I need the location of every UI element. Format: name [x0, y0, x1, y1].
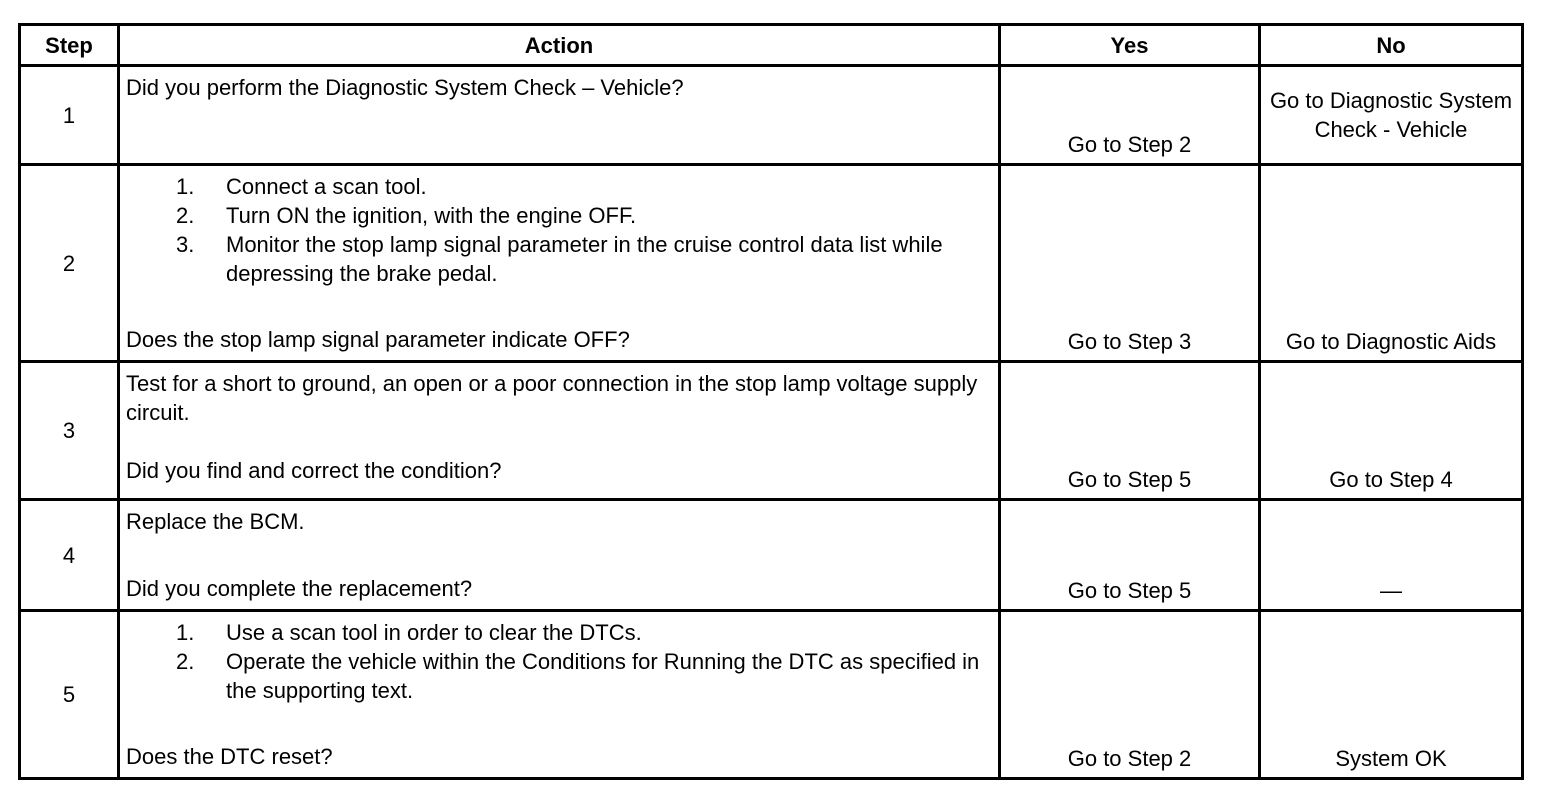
yes-cell: Go to Step 3 — [1000, 165, 1260, 362]
list-item — [126, 201, 990, 230]
yes-cell: Go to Step 2 — [1000, 66, 1260, 165]
action-question: Does the DTC reset? — [126, 744, 333, 769]
yes-cell: Go to Step 5 — [1000, 500, 1260, 611]
list-text: Monitor the stop lamp signal parameter in the cruise control data list while depressing the brake pedal. — [226, 232, 943, 286]
action-cell — [119, 165, 1000, 362]
list-number: 3. — [176, 232, 195, 257]
no-cell: Go to Step 4 — [1260, 362, 1523, 500]
list-text: Turn ON the ignition, with the engine OFF. — [226, 203, 637, 228]
yes-cell: Go to Step 5 — [1000, 362, 1260, 500]
list-item — [126, 647, 990, 705]
action-text: Test for a short to ground, an open or a poor connection in the stop lamp voltage supply circuit. — [126, 371, 978, 425]
table-row — [20, 500, 1523, 611]
action-text: Replace the BCM. — [126, 509, 305, 534]
header-step: Step — [20, 25, 119, 66]
table-row — [20, 66, 1523, 165]
list-item — [126, 618, 990, 647]
action-question: Does the stop lamp signal parameter indicate OFF? — [126, 327, 630, 352]
action-text: Did you perform the Diagnostic System Check – Vehicle? — [126, 75, 684, 100]
no-cell: Go to Diagnostic System Check - Vehicle — [1260, 66, 1523, 165]
diagnostic-table — [18, 23, 1524, 780]
list-text: Use a scan tool in order to clear the DTCs. — [226, 620, 642, 645]
no-cell: Go to Diagnostic Aids — [1260, 165, 1523, 362]
table-row — [20, 165, 1523, 362]
header-no: No — [1260, 25, 1523, 66]
step-number: 3 — [20, 362, 119, 500]
header-action: Action — [119, 25, 1000, 66]
table-row — [20, 611, 1523, 779]
step-number: 1 — [20, 66, 119, 165]
list-number: 1. — [176, 620, 195, 645]
list-item — [126, 172, 990, 201]
list-item — [126, 230, 990, 288]
action-question: Did you complete the replacement? — [126, 576, 473, 601]
action-question: Did you find and correct the condition? — [126, 458, 502, 483]
action-list — [126, 618, 990, 705]
list-text: Operate the vehicle within the Conditions for Running the DTC as specified in the supporting text. — [226, 649, 980, 703]
step-number: 4 — [20, 500, 119, 611]
header-yes: Yes — [1000, 25, 1260, 66]
action-list — [126, 172, 990, 288]
action-cell — [119, 362, 1000, 500]
yes-cell: Go to Step 2 — [1000, 611, 1260, 779]
header-row — [20, 25, 1523, 66]
list-text: Connect a scan tool. — [226, 174, 427, 199]
list-number: 1. — [176, 174, 195, 199]
list-number: 2. — [176, 649, 195, 674]
list-number: 2. — [176, 203, 195, 228]
no-cell: System OK — [1260, 611, 1523, 779]
no-cell: — — [1260, 500, 1523, 611]
action-cell — [119, 500, 1000, 611]
table-row — [20, 362, 1523, 500]
action-cell — [119, 611, 1000, 779]
action-cell — [119, 66, 1000, 165]
step-number: 2 — [20, 165, 119, 362]
step-number: 5 — [20, 611, 119, 779]
